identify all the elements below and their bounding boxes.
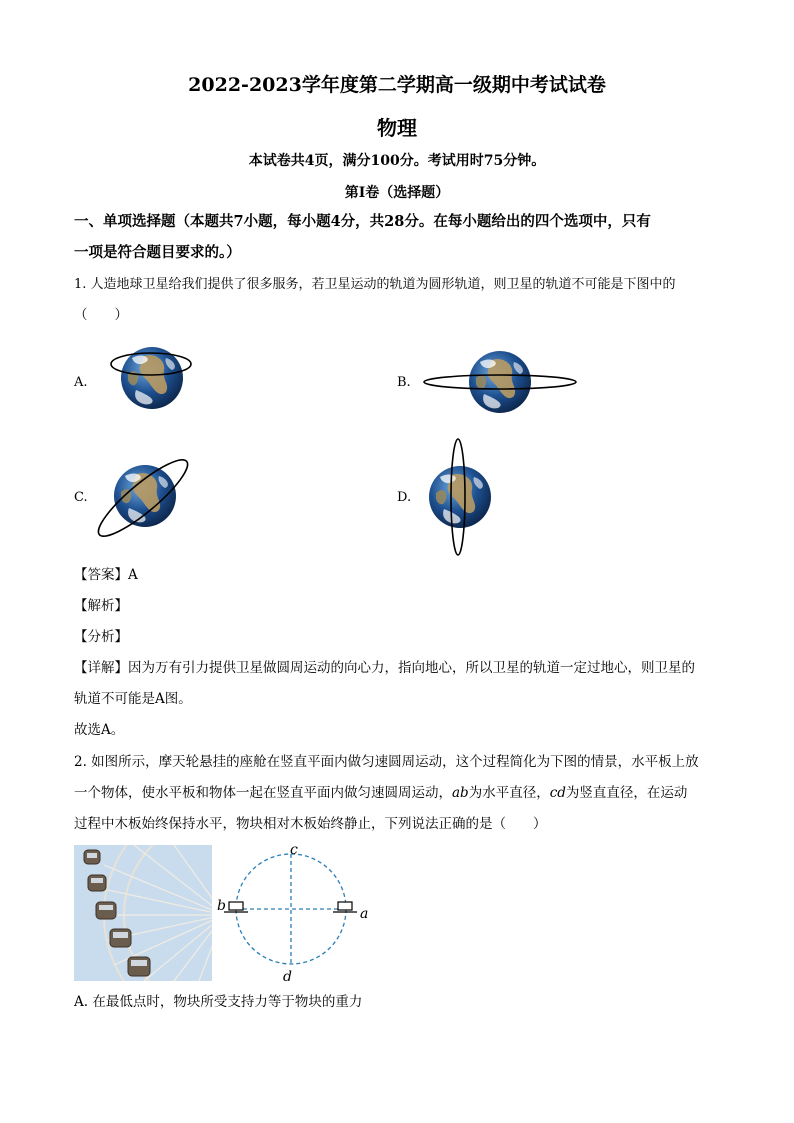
q1-analysis2-tag: 【分析】 <box>74 629 128 645</box>
q1-orbit-figures <box>0 0 794 560</box>
block-b <box>224 902 248 912</box>
exam-info: 本试卷共4页，满分100分。考试用时75分钟。 <box>248 153 546 169</box>
q1-answer <box>74 560 734 591</box>
q1-stem-line2: （ ） <box>74 307 128 323</box>
q2-stem-line1: 2. 如图所示，摩天轮悬挂的座舱在竖直平面内做匀速圆周运动，这个过程简化为下图的情景，水平板上放 <box>74 754 699 770</box>
ferris-wheel-photo <box>74 845 212 981</box>
q1-option-d-label: D. <box>397 490 412 505</box>
q1-detail-line1: 【详解】因为万有引力提供卫星做圆周运动的向心力，指向地心，所以卫星的轨道一定过地心，则卫星的 <box>74 660 695 676</box>
q1-figure-a <box>111 347 191 409</box>
q1-detail-line2: 轨道不可能是A图。 <box>74 691 192 707</box>
q1-analysis-tag: 【解析】 <box>74 598 128 614</box>
circular-motion-diagram <box>212 840 382 985</box>
q1-figure-b <box>424 351 576 413</box>
label-d: d <box>283 969 292 985</box>
q2-option-a: A. 在最低点时，物块所受支持力等于物块的重力 <box>74 994 363 1010</box>
q1-figure-c <box>90 451 195 546</box>
q1-option-c-label: C. <box>74 490 88 505</box>
label-b: b <box>217 898 226 914</box>
q1-option-b-label: B. <box>397 375 411 390</box>
exam-title: 2022-2023学年度第二学期高一级期中考试试卷 <box>188 74 606 96</box>
subject-title: 物理 <box>377 116 417 140</box>
q1-option-a-label: A. <box>74 375 88 390</box>
answer-tag: 【答案】 <box>74 567 128 583</box>
q2-stem-line2: 一个物体，使水平板和物体一起在竖直平面内做匀速圆周运动，ab为水平直径，cd为竖直直径，在运动 <box>74 785 688 801</box>
q1-stem-line1: 1. 人造地球卫星给我们提供了很多服务，若卫星运动的轨道为圆形轨道，则卫星的轨道不可能是下图中的 <box>74 277 676 292</box>
section-heading-line1: 一、单项选择题（本题共7小题，每小题4分，共28分。在每小题给出的四个选项中，只有 <box>74 213 651 230</box>
answer-value: A <box>128 567 138 583</box>
part-title: 第I卷（选择题） <box>344 185 450 201</box>
label-a: a <box>360 906 369 922</box>
block-a <box>333 902 357 912</box>
q2-stem-line3: 过程中木板始终保持水平，物块相对木板始终静止，下列说法正确的是（ ） <box>74 816 547 832</box>
q1-conclusion: 故选A。 <box>74 722 125 738</box>
label-c: c <box>290 842 298 858</box>
q1-figure-d <box>429 439 491 555</box>
section-heading-line2: 一项是符合题目要求的。） <box>74 244 241 261</box>
